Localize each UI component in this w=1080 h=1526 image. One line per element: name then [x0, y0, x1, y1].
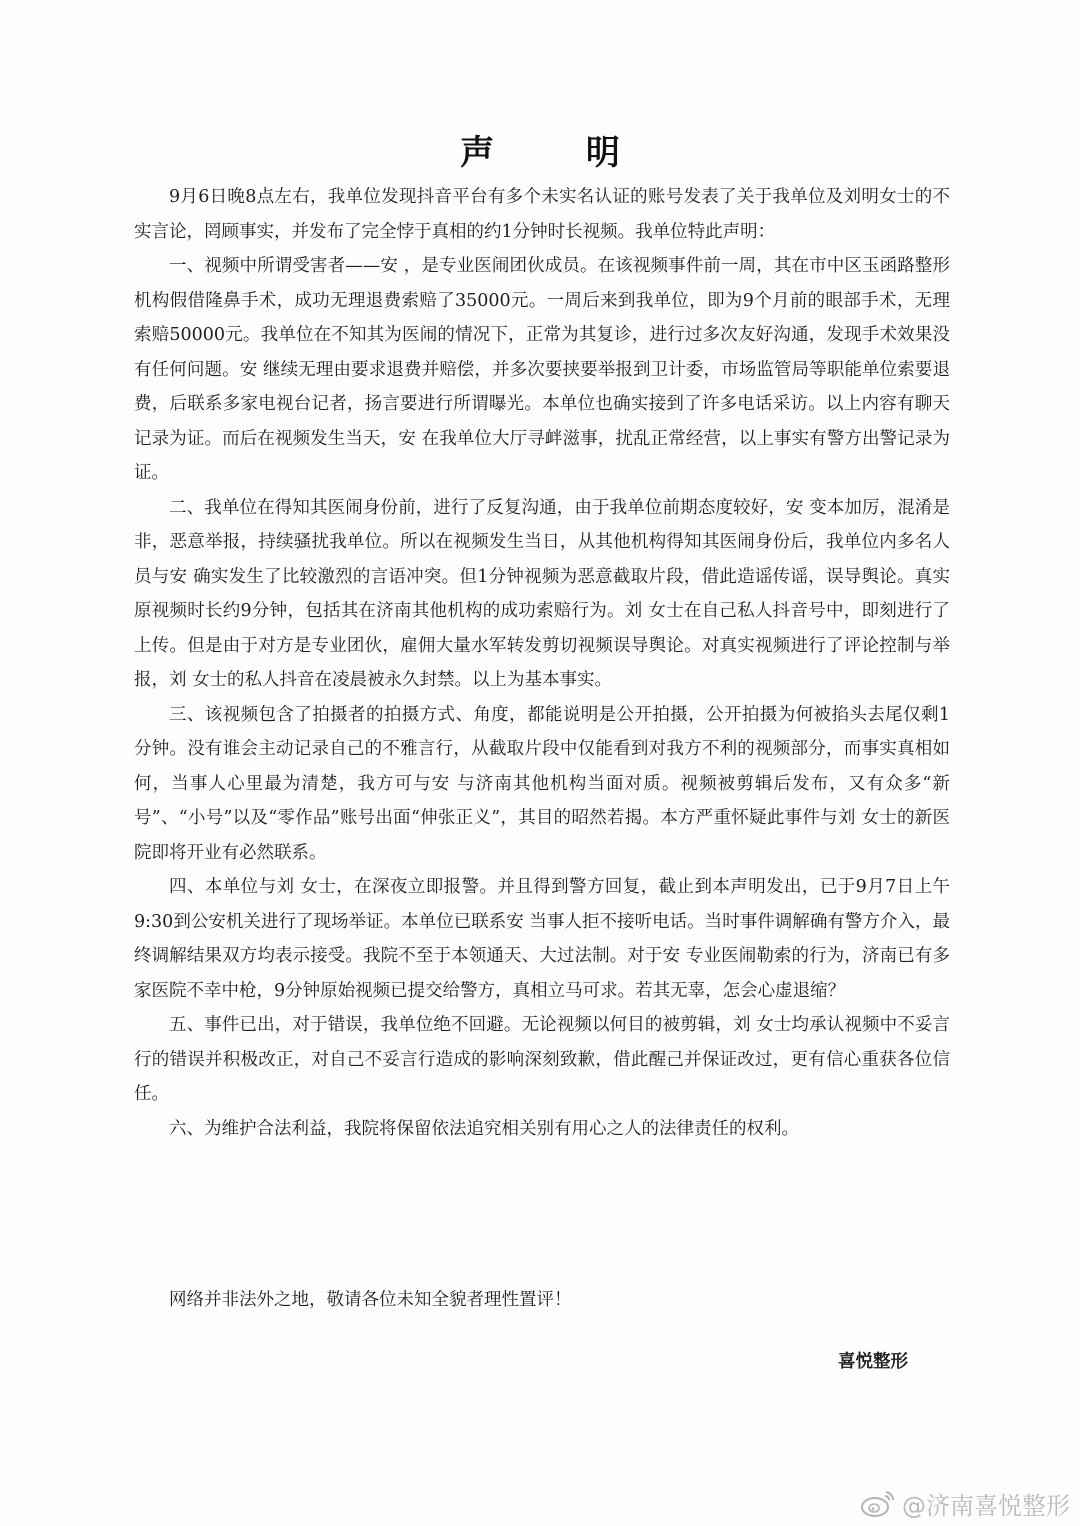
paragraph-4: 四、本单位与刘 女士，在深夜立即报警。并且得到警方回复，截止到本声明发出，已于9月7日上午9:30到公安机关进行了现场举证。本单位已联系安 当事人拒不接听电话。当时事件调解确有警方介入，最终调解结果双方均表示接受。我院不至于本领通天、大过法制。对于安 专业医闹勒索的行为，济南已有多家医院不幸中枪，9分钟原始视频已提交给警方，真相立马可求。若其无辜，怎会心虚退缩？	[134, 877, 950, 1001]
closing-statement: 网络并非法外之地，敬请各位未知全貌者理性置评！	[169, 1290, 572, 1310]
paragraph-2: 二、我单位在得知其医闹身份前，进行了反复沟通，由于我单位前期态度较好，安 变本加厉，混淆是非，恶意举报，持续骚扰我单位。所以在视频发生当日，从其他机构得知其医闹身份后，我单位内多名人员与安 确实发生了比较激烈的言语冲突。但1分钟视频为恶意截取片段，借此造谣传谣，误导舆论。真实原视频时长约9分钟，包括其在济南其他机构的成功索赔行为。刘 女士在自己私人抖音号中，即刻进行了上传。但是由于对方是专业团伙，雇佣大量水军转发剪切视频误导舆论。对真实视频进行了评论控制与举报，刘 女士的私人抖音在凌晨被永久封禁。以上为基本事实。	[134, 497, 950, 690]
paragraph-1: 一、视频中所谓受害者——安 ，是专业医闹团伙成员。在该视频事件前一周，其在市中区玉函路整形机构假借隆鼻手术，成功无理退费索赔了35000元。一周后来到我单位，即为9个月前的眼部手术，无理索赔50000元。我单位在不知其为医闹的情况下，正常为其复诊，进行过多次友好沟通，发现手术效果没有任何问题。安 继续无理由要求退费并赔偿，并多次要挟要举报到卫计委，市场监管局等职能单位索要退费，后联系多家电视台记者，扬言要进行所谓曝光。本单位也确实接到了许多电话采访。以上内容有聊天记录为证。而后在视频发生当天，安 在我单位大厅寻衅滋事，扰乱正常经营，以上事实有警方出警记录为证。	[134, 256, 950, 483]
paragraph-5: 五、事件已出，对于错误，我单位绝不回避。无论视频以何目的被剪辑，刘 女士均承认视频中不妥言行的错误并积极改正，对自己不妥言行造成的影响深刻致歉，借此醒己并保证改过，更有信心重获各位信任。	[134, 1015, 950, 1104]
watermark-text: @济南喜悦整形	[902, 1491, 1070, 1520]
document-title: 声 明	[460, 133, 660, 173]
document-body	[134, 180, 950, 1146]
paragraph-3: 三、该视频包含了拍摄者的拍摄方式、角度，都能说明是公开拍摄，公开拍摄为何被掐头去尾仅剩1分钟。没有谁会主动记录自己的不雅言行，从截取片段中仅能看到对我方不利的视频部分，而事实真相如何，当事人心里最为清楚，我方可与安 与济南其他机构当面对质。视频被剪辑后发布，又有众多“新号”、“小号”以及“零作品”账号出面“伸张正义”，其目的昭然若揭。本方严重怀疑此事件与刘 女士的新医院即将开业有必然联系。	[134, 704, 950, 863]
paragraph-6: 六、为维护合法利益，我院将保留依法追究相关别有用心之人的法律责任的权利。	[169, 1118, 799, 1139]
signature: 喜悦整形	[838, 1352, 908, 1372]
intro-paragraph: 9月6日晚8点左右，我单位发现抖音平台有多个未实名认证的账号发表了关于我单位及刘明女士的不实言论，罔顾事实，并发布了完全悖于真相的约1分钟时长视频。我单位特此声明：	[134, 187, 950, 242]
watermark	[860, 1486, 1070, 1520]
weibo-icon	[860, 1488, 896, 1518]
